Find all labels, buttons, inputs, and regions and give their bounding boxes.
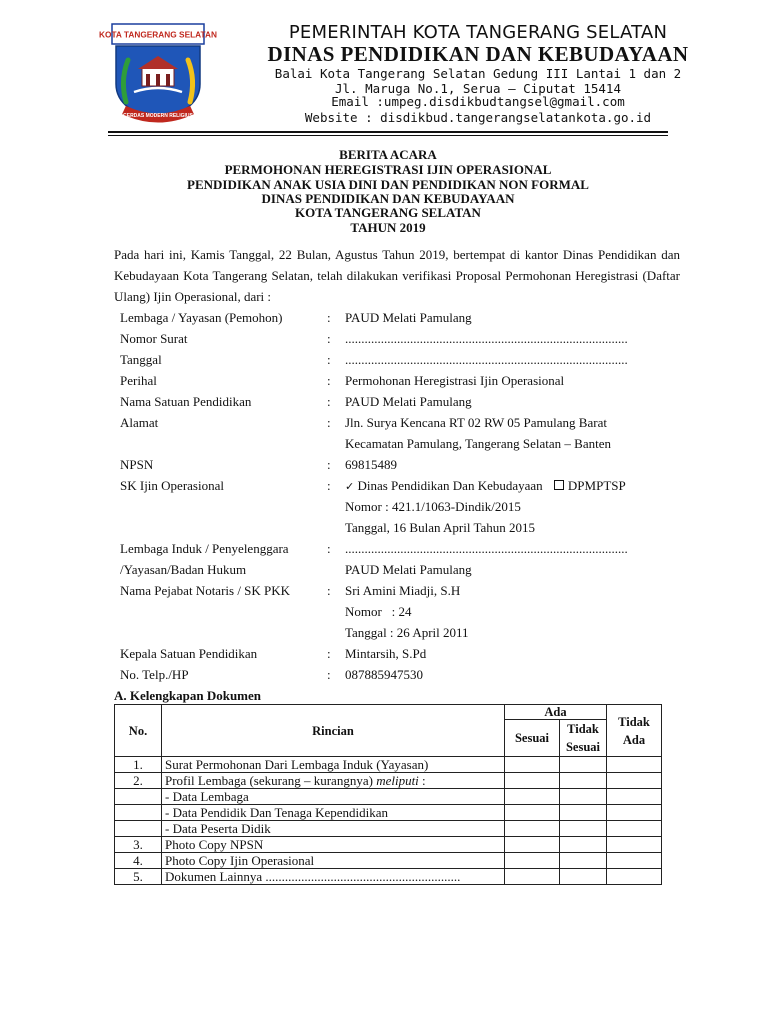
cell-tidak-ada	[607, 869, 662, 885]
header-ada: Ada	[505, 705, 607, 720]
field-value-sk-tanggal: Tanggal, 16 Bulan April Tahun 2015	[345, 520, 536, 535]
table-row	[115, 805, 662, 821]
cell-sesuai	[505, 805, 560, 821]
row-rincian-suffix: :	[418, 773, 426, 788]
row-no: 3.	[115, 837, 162, 853]
sk-option-dinas: Dinas Pendidikan Dan Kebudayaan	[357, 478, 543, 493]
cell-tidak-sesuai	[560, 805, 607, 821]
field-value-tanggal: .......................................................................................	[345, 352, 628, 367]
table-row	[115, 773, 662, 789]
header-tidak-ada	[607, 705, 662, 757]
doc-title-line: PERMOHONAN HEREGISTRASI IJIN OPERASIONAL	[224, 162, 552, 177]
cell-tidak-ada	[607, 853, 662, 869]
field-colon: :	[327, 394, 331, 409]
letterhead-government: PEMERINTAH KOTA TANGERANG SELATAN	[288, 22, 668, 43]
row-rincian: - Data Lembaga	[162, 789, 505, 805]
letterhead-website: Website : disdikbud.tangerangselatankota.go.id	[304, 110, 652, 125]
row-rincian-text: Profil Lembaga (sekurang – kurangnya)	[165, 773, 373, 788]
field-value-kepala: Mintarsih, S.Pd	[345, 646, 427, 661]
header-tidak-sesuai	[560, 720, 607, 757]
header-tidak-ada-line2: Ada	[622, 732, 646, 747]
field-value-alamat-1: Jln. Surya Kencana RT 02 RW 05 Pamulang Barat	[345, 415, 607, 430]
logo-text: KOTA TANGERANG SELATAN	[99, 29, 217, 40]
letterhead-rule-thick	[108, 131, 668, 133]
cell-tidak-sesuai	[560, 853, 607, 869]
table-row	[115, 821, 662, 837]
doc-title-year: TAHUN 2019	[350, 220, 426, 235]
row-rincian: Dokumen Lainnya ............................................................	[162, 869, 505, 885]
field-value-nama-satuan: PAUD Melati Pamulang	[345, 394, 472, 409]
field-label-nama-satuan: Nama Satuan Pendidikan	[120, 394, 252, 409]
field-colon: :	[327, 541, 331, 556]
row-no: 2.	[115, 773, 162, 789]
table-row	[115, 837, 662, 853]
field-value-lembaga: PAUD Melati Pamulang	[345, 310, 472, 325]
row-rincian	[162, 773, 505, 789]
field-colon: :	[327, 646, 331, 661]
row-rincian: - Data Peserta Didik	[162, 821, 505, 837]
field-label-telp: No. Telp./HP	[120, 667, 189, 682]
field-colon: :	[327, 352, 331, 367]
field-label-lembaga: Lembaga / Yayasan (Pemohon)	[120, 310, 283, 325]
field-label-induk-2: /Yayasan/Badan Hukum	[120, 562, 247, 577]
header-tidak-sesuai-line1: Tidak	[567, 722, 599, 736]
field-colon: :	[327, 310, 331, 325]
letterhead-email: Email :umpeg.disdikbudtangsel@gmail.com	[331, 94, 625, 109]
row-rincian-italic: meliputi	[376, 773, 419, 788]
cell-sesuai	[505, 837, 560, 853]
city-logo	[99, 22, 217, 122]
cell-tidak-ada	[607, 805, 662, 821]
field-colon: :	[327, 583, 331, 598]
intro-paragraph: Pada hari ini, Kamis Tanggal, 22 Bulan, Agustus Tahun 2019, bertempat di kantor Dinas Pendidikan dan Kebudayaan Kota Tangerang Selatan, telah dilakukan verifikasi Proposal Permohonan Heregistrasi (Daftar Ulang) Ijin Operasional, dari :	[114, 247, 680, 304]
field-label-induk: Lembaga Induk / Penyelenggara	[120, 541, 289, 556]
row-rincian: Surat Permohonan Dari Lembaga Induk (Yayasan)	[162, 757, 505, 773]
letterhead-department: DINAS PENDIDIKAN DAN KEBUDAYAAN	[267, 42, 689, 66]
cell-tidak-sesuai	[560, 757, 607, 773]
field-label-alamat: Alamat	[120, 415, 159, 430]
cell-tidak-ada	[607, 789, 662, 805]
field-value-notaris-2: Nomor : 24	[345, 604, 412, 619]
doc-title-line: PENDIDIKAN ANAK USIA DINI DAN PENDIDIKAN NON FORMAL	[187, 177, 589, 192]
field-value-induk-1: .......................................................................................	[345, 541, 628, 556]
field-colon: :	[327, 415, 331, 430]
documents-table	[114, 704, 662, 885]
cell-tidak-sesuai	[560, 837, 607, 853]
cell-sesuai	[505, 773, 560, 789]
row-no	[115, 805, 162, 821]
cell-tidak-ada	[607, 837, 662, 853]
field-value-sk-nomor: Nomor : 421.1/1063-Dindik/2015	[345, 499, 521, 514]
cell-tidak-ada	[607, 757, 662, 773]
field-value-nomor-surat: .......................................................................................	[345, 331, 628, 346]
field-value-induk-2: PAUD Melati Pamulang	[345, 562, 472, 577]
check-icon: ✓	[345, 480, 355, 493]
field-colon: :	[327, 331, 331, 346]
header-tidak-ada-line1: Tidak	[618, 714, 650, 729]
doc-title: BERITA ACARA	[339, 147, 437, 162]
field-value-npsn: 69815489	[345, 457, 397, 472]
row-rincian: Photo Copy NPSN	[162, 837, 505, 853]
cell-tidak-ada	[607, 773, 662, 789]
row-no	[115, 789, 162, 805]
header-tidak-sesuai-line2: Sesuai	[565, 740, 601, 754]
letterhead-address-2: Jl. Maruga No.1, Serua – Ciputat 15414	[335, 81, 621, 96]
field-colon: :	[327, 667, 331, 682]
row-rincian: - Data Pendidik Dan Tenaga Kependidikan	[162, 805, 505, 821]
field-value-alamat-2: Kecamatan Pamulang, Tangerang Selatan – Banten	[345, 436, 611, 451]
letterhead-rule-thin	[108, 135, 668, 136]
field-value-sk-options	[345, 478, 626, 494]
header-no: No.	[115, 705, 162, 757]
field-colon: :	[327, 373, 331, 388]
sk-option-dpmptsp: DPMPTSP	[567, 478, 626, 493]
cell-tidak-ada	[607, 821, 662, 837]
field-label-nomor-surat: Nomor Surat	[120, 331, 188, 346]
cell-sesuai	[505, 821, 560, 837]
row-no: 5.	[115, 869, 162, 885]
doc-title-line: KOTA TANGERANG SELATAN	[295, 205, 481, 220]
field-colon: :	[327, 478, 331, 493]
cell-tidak-sesuai	[560, 773, 607, 789]
field-label-kepala: Kepala Satuan Pendidikan	[120, 646, 258, 661]
cell-sesuai	[505, 757, 560, 773]
section-a-heading: A. Kelengkapan Dokumen	[114, 688, 261, 703]
field-value-perihal: Permohonan Heregistrasi Ijin Operasional	[345, 373, 565, 388]
field-label-npsn: NPSN	[120, 457, 154, 472]
field-value-telp: 087885947530	[345, 667, 423, 682]
field-value-notaris-1: Sri Amini Miadji, S.H	[345, 583, 461, 598]
letterhead-address-1: Balai Kota Tangerang Selatan Gedung III Lantai 1 dan 2	[274, 66, 682, 81]
cell-tidak-sesuai	[560, 869, 607, 885]
table-row	[115, 853, 662, 869]
table-row	[115, 757, 662, 773]
header-sesuai: Sesuai	[505, 720, 560, 757]
logo-motto: CERDAS MODERN RELIGIUS	[123, 113, 193, 119]
row-rincian: Photo Copy Ijin Operasional	[162, 853, 505, 869]
table-row	[115, 789, 662, 805]
row-no: 1.	[115, 757, 162, 773]
table-row	[115, 869, 662, 885]
checkbox-icon	[554, 480, 564, 490]
cell-sesuai	[505, 869, 560, 885]
cell-sesuai	[505, 789, 560, 805]
field-label-tanggal: Tanggal	[120, 352, 162, 367]
field-label-perihal: Perihal	[120, 373, 157, 388]
header-rincian: Rincian	[162, 705, 505, 757]
row-no	[115, 821, 162, 837]
field-label-notaris: Nama Pejabat Notaris / SK PKK	[120, 583, 291, 598]
field-label-sk: SK Ijin Operasional	[120, 478, 224, 493]
cell-sesuai	[505, 853, 560, 869]
row-no: 4.	[115, 853, 162, 869]
cell-tidak-sesuai	[560, 821, 607, 837]
field-colon: :	[327, 457, 331, 472]
cell-tidak-sesuai	[560, 789, 607, 805]
field-value-notaris-3: Tanggal : 26 April 2011	[345, 625, 469, 640]
doc-title-line: DINAS PENDIDIKAN DAN KEBUDAYAAN	[261, 191, 515, 206]
